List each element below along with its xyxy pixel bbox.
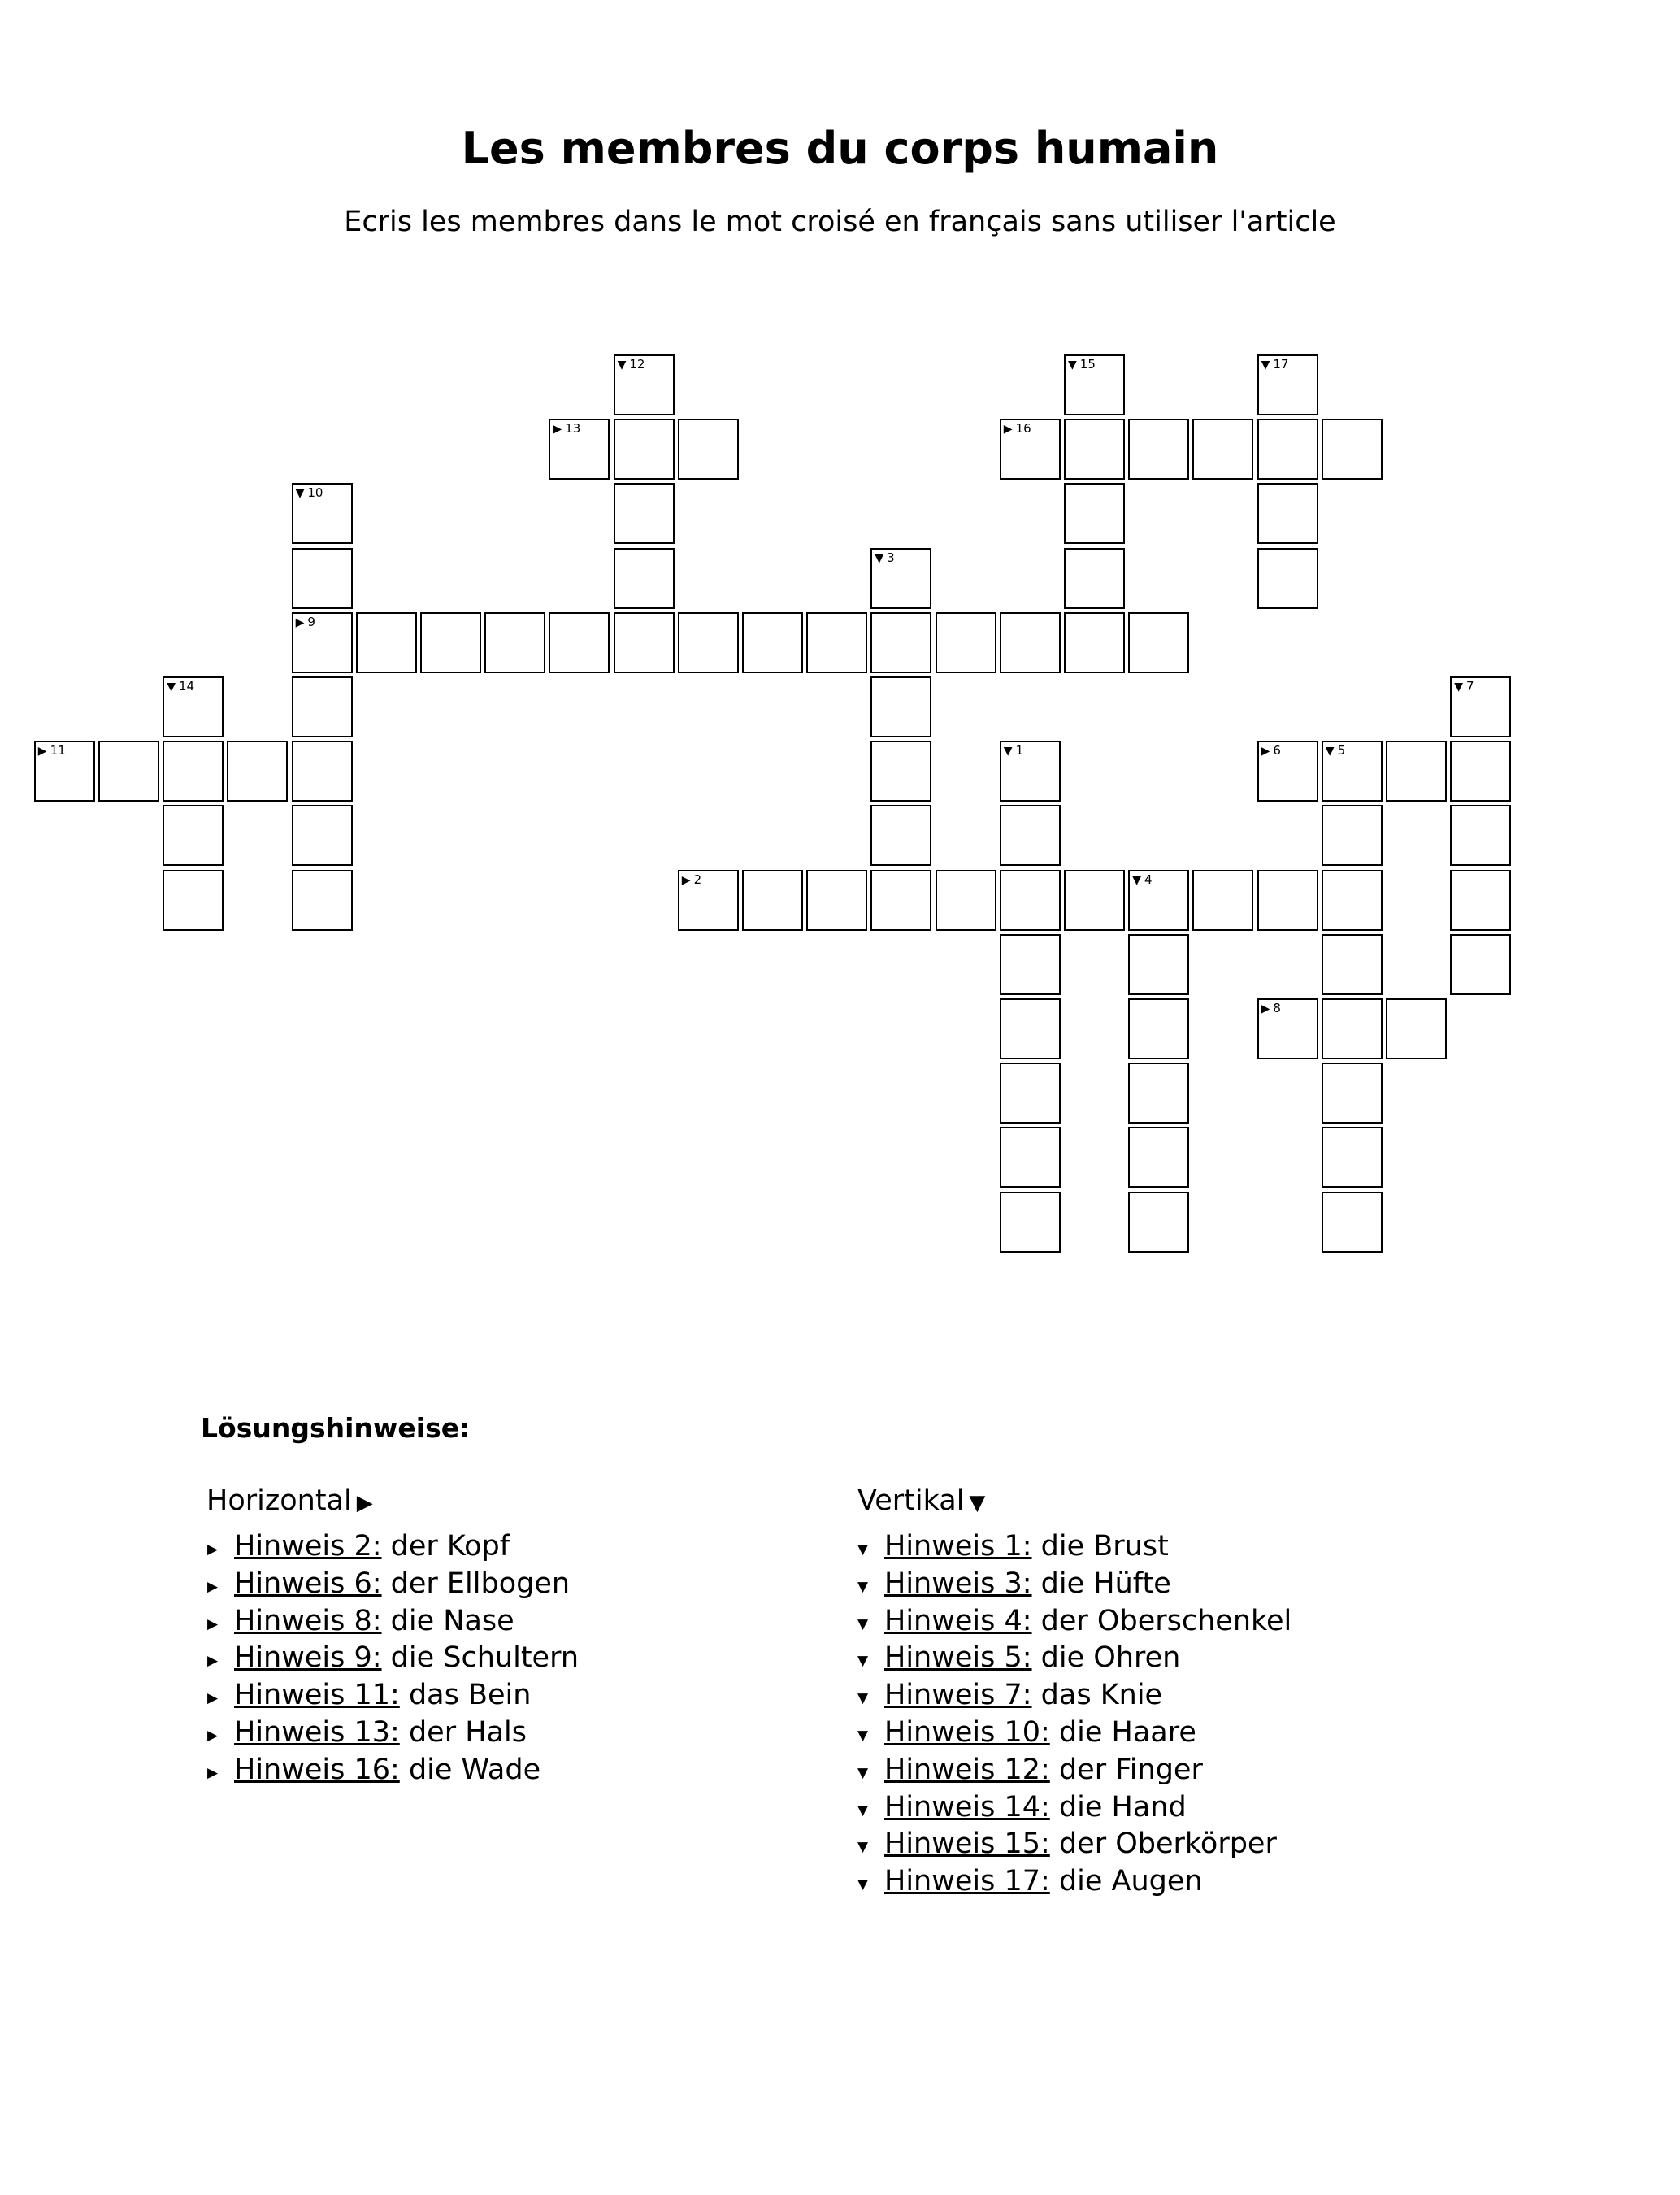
crossword-cell[interactable] xyxy=(292,548,353,609)
crossword-cell[interactable] xyxy=(870,612,931,673)
crossword-cell[interactable] xyxy=(1128,1192,1189,1253)
hint-item xyxy=(854,1715,1291,1752)
crossword-cell[interactable] xyxy=(1322,741,1383,802)
clue-number xyxy=(296,616,315,629)
hint-text: das Bein xyxy=(408,1679,532,1712)
crossword-cell[interactable] xyxy=(1000,741,1061,802)
crossword-cell[interactable] xyxy=(1128,612,1189,673)
down-arrow-icon: ▼ xyxy=(969,1491,986,1515)
hint-item xyxy=(204,1603,579,1641)
crossword-cell[interactable] xyxy=(1322,419,1383,480)
down-arrow-icon: ▼ xyxy=(857,1541,869,1558)
hint-text: die Haare xyxy=(1058,1715,1196,1749)
hint-item xyxy=(204,1566,579,1603)
crossword-cell[interactable] xyxy=(1450,934,1511,995)
right-arrow-icon: ▶ xyxy=(37,745,47,758)
hint-item xyxy=(854,1528,1291,1566)
hint-link[interactable]: Hinweis 13: xyxy=(234,1715,400,1749)
right-arrow-icon: ▶ xyxy=(681,873,691,887)
crossword-cell[interactable] xyxy=(98,741,159,802)
hint-link[interactable]: Hinweis 14: xyxy=(884,1790,1050,1823)
crossword-cell[interactable] xyxy=(1000,1192,1061,1253)
crossword-cell[interactable] xyxy=(1064,483,1125,544)
crossword-cell[interactable] xyxy=(356,612,417,673)
clue-number xyxy=(875,552,894,565)
crossword-cell[interactable] xyxy=(292,483,353,544)
clue-number-text: 4 xyxy=(1144,871,1153,887)
crossword-cell[interactable] xyxy=(1257,998,1318,1059)
crossword-cell[interactable] xyxy=(1064,612,1125,673)
crossword-cell[interactable] xyxy=(34,741,95,802)
crossword-cell[interactable] xyxy=(549,419,610,480)
clue-number xyxy=(1261,359,1289,372)
down-arrow-icon: ▼ xyxy=(167,680,176,693)
down-arrow-icon: ▼ xyxy=(1261,359,1270,372)
vertical-heading xyxy=(857,1481,985,1523)
hint-item xyxy=(854,1826,1291,1863)
clue-number-text: 12 xyxy=(629,357,645,372)
crossword-cell[interactable] xyxy=(1450,805,1511,866)
crossword-cell[interactable] xyxy=(1322,998,1383,1059)
crossword-cell[interactable] xyxy=(1000,870,1061,931)
hint-link[interactable]: Hinweis 10: xyxy=(884,1715,1050,1749)
hint-text: die Schultern xyxy=(390,1641,580,1675)
horizontal-label: Horizontal xyxy=(206,1484,352,1517)
crossword-cell[interactable] xyxy=(1322,934,1383,995)
clue-number xyxy=(553,423,580,436)
hint-item xyxy=(854,1566,1291,1603)
crossword-cell[interactable] xyxy=(1322,1127,1383,1188)
crossword-cell[interactable] xyxy=(678,870,739,931)
down-arrow-icon: ▼ xyxy=(295,487,305,501)
crossword-cell[interactable] xyxy=(1000,419,1061,480)
hint-text: die Hüfte xyxy=(1040,1567,1171,1600)
crossword-cell[interactable] xyxy=(1386,998,1447,1059)
hint-item xyxy=(204,1715,579,1752)
hint-link[interactable]: Hinweis 5: xyxy=(884,1641,1032,1675)
crossword-cell[interactable] xyxy=(1257,419,1318,480)
crossword-cell[interactable] xyxy=(1128,998,1189,1059)
crossword-cell[interactable] xyxy=(1000,612,1061,673)
crossword-cell[interactable] xyxy=(870,805,931,866)
crossword-cell[interactable] xyxy=(1000,1127,1061,1188)
hint-link[interactable]: Hinweis 15: xyxy=(884,1828,1050,1861)
hint-link[interactable]: Hinweis 17: xyxy=(884,1865,1050,1898)
right-arrow-icon: ▶ xyxy=(1261,745,1270,758)
clue-number xyxy=(38,745,66,758)
crossword-cell[interactable] xyxy=(1322,805,1383,866)
hint-link[interactable]: Hinweis 9: xyxy=(234,1641,382,1675)
crossword-cell[interactable] xyxy=(1450,870,1511,931)
down-arrow-icon: ▼ xyxy=(617,359,627,372)
clue-number-text: 17 xyxy=(1273,357,1289,372)
crossword-cell[interactable] xyxy=(1128,1127,1189,1188)
down-arrow-icon: ▼ xyxy=(1325,745,1335,758)
clue-number-text: 16 xyxy=(1015,421,1031,437)
clue-number-text: 8 xyxy=(1273,1001,1281,1015)
down-arrow-icon: ▼ xyxy=(1132,873,1141,887)
clue-number-text: 1 xyxy=(1015,743,1024,758)
hint-link[interactable]: Hinweis 7: xyxy=(884,1679,1032,1712)
hint-link[interactable]: Hinweis 16: xyxy=(234,1753,400,1786)
crossword-cell[interactable] xyxy=(1064,548,1125,609)
down-arrow-icon: ▼ xyxy=(857,1802,869,1819)
crossword-cell[interactable] xyxy=(1000,805,1061,866)
down-arrow-icon: ▼ xyxy=(857,1615,869,1632)
hint-item xyxy=(204,1640,579,1677)
clue-number xyxy=(1132,871,1153,887)
crossword-cell[interactable] xyxy=(806,612,867,673)
hint-link[interactable]: Hinweis 3: xyxy=(884,1567,1032,1600)
page-subtitle: Ecris les membres dans le mot croisé en français sans utiliser l'article xyxy=(344,206,1336,238)
crossword-cell[interactable] xyxy=(1257,870,1318,931)
crossword-cell[interactable] xyxy=(292,741,353,802)
clue-number xyxy=(1004,745,1023,758)
hint-text: die Ohren xyxy=(1040,1641,1181,1675)
crossword-cell[interactable] xyxy=(678,419,739,480)
clue-number xyxy=(618,359,645,372)
hint-item xyxy=(854,1677,1291,1715)
horizontal-hint-list xyxy=(204,1528,579,1789)
crossword-cell[interactable] xyxy=(742,870,803,931)
hint-text: die Hand xyxy=(1058,1790,1187,1823)
crossword-cell[interactable] xyxy=(936,612,996,673)
hint-text: das Knie xyxy=(1040,1679,1163,1712)
right-arrow-icon: ▶ xyxy=(553,423,562,437)
crossword-cell[interactable] xyxy=(1000,934,1061,995)
crossword-cell[interactable] xyxy=(678,612,739,673)
vertical-hint-list xyxy=(854,1528,1291,1901)
hint-link[interactable]: Hinweis 2: xyxy=(234,1530,382,1563)
crossword-cell[interactable] xyxy=(292,612,353,673)
crossword-cell[interactable] xyxy=(163,676,224,737)
hint-link[interactable]: Hinweis 6: xyxy=(234,1567,382,1600)
clue-number-text: 11 xyxy=(50,743,66,758)
hint-item xyxy=(204,1752,579,1789)
hint-link[interactable]: Hinweis 4: xyxy=(884,1604,1032,1637)
vertical-label: Vertikal xyxy=(857,1484,965,1517)
clue-number-text: 2 xyxy=(693,871,702,887)
right-arrow-icon: ▶ xyxy=(207,1653,219,1670)
crossword-cell[interactable] xyxy=(1128,419,1189,480)
crossword-cell[interactable] xyxy=(1322,1063,1383,1124)
horizontal-heading xyxy=(206,1481,373,1523)
clue-number xyxy=(1326,745,1345,758)
down-arrow-icon: ▼ xyxy=(857,1727,869,1744)
down-arrow-icon: ▼ xyxy=(857,1764,869,1781)
crossword-cell[interactable] xyxy=(870,870,931,931)
hint-text: der Oberkörper xyxy=(1058,1828,1277,1861)
crossword-cell[interactable] xyxy=(1322,870,1383,931)
right-arrow-icon: ▶ xyxy=(1003,423,1013,437)
clue-number xyxy=(1004,423,1031,436)
hint-text: die Nase xyxy=(390,1604,514,1637)
clue-number-text: 15 xyxy=(1079,357,1096,372)
right-arrow-icon: ▶ xyxy=(207,1690,219,1707)
crossword-cell[interactable] xyxy=(806,870,867,931)
crossword-cell[interactable] xyxy=(1257,354,1318,415)
clue-number xyxy=(167,680,194,693)
hint-item xyxy=(854,1640,1291,1677)
clue-number xyxy=(1261,1002,1281,1015)
right-arrow-icon: ▶ xyxy=(356,1491,373,1515)
hint-item xyxy=(204,1528,579,1566)
crossword-cell[interactable] xyxy=(1450,741,1511,802)
clue-number xyxy=(296,487,323,500)
right-arrow-icon: ▶ xyxy=(207,1764,219,1781)
crossword-cell[interactable] xyxy=(484,612,545,673)
hint-item xyxy=(854,1752,1291,1789)
down-arrow-icon: ▼ xyxy=(1068,359,1077,372)
crossword-cell[interactable] xyxy=(1257,741,1318,802)
crossword-cell[interactable] xyxy=(1128,1063,1189,1124)
crossword-cell[interactable] xyxy=(614,612,675,673)
hint-text: der Ellbogen xyxy=(390,1567,571,1600)
clue-number-text: 14 xyxy=(178,679,195,693)
down-arrow-icon: ▼ xyxy=(857,1690,869,1707)
right-arrow-icon: ▶ xyxy=(207,1541,219,1558)
crossword-cell[interactable] xyxy=(1257,548,1318,609)
clue-number-text: 3 xyxy=(887,550,895,565)
right-arrow-icon: ▶ xyxy=(295,615,305,629)
crossword-cell[interactable] xyxy=(1450,676,1511,737)
crossword-cell[interactable] xyxy=(1064,354,1125,415)
crossword-cell[interactable] xyxy=(870,548,931,609)
hint-link[interactable]: Hinweis 8: xyxy=(234,1604,382,1637)
crossword-cell[interactable] xyxy=(292,676,353,737)
crossword-cell[interactable] xyxy=(614,354,675,415)
crossword-cell[interactable] xyxy=(163,741,224,802)
crossword-cell[interactable] xyxy=(1192,870,1253,931)
hints-heading: Lösungshinweise: xyxy=(201,1412,471,1444)
clue-number-text: 10 xyxy=(307,485,323,501)
clue-number-text: 5 xyxy=(1337,743,1346,758)
crossword-cell[interactable] xyxy=(292,870,353,931)
crossword-cell[interactable] xyxy=(936,870,996,931)
crossword-cell[interactable] xyxy=(1000,1063,1061,1124)
clue-number-text: 13 xyxy=(565,421,581,437)
hint-item xyxy=(854,1603,1291,1641)
hint-link[interactable]: Hinweis 1: xyxy=(884,1530,1032,1563)
crossword-cell[interactable] xyxy=(1128,870,1189,931)
clue-number xyxy=(1261,745,1281,758)
crossword-cell[interactable] xyxy=(1386,741,1447,802)
down-arrow-icon: ▼ xyxy=(857,1578,869,1595)
crossword-cell[interactable] xyxy=(1192,419,1253,480)
crossword-cell[interactable] xyxy=(227,741,288,802)
down-arrow-icon: ▼ xyxy=(875,551,884,565)
hint-link[interactable]: Hinweis 11: xyxy=(234,1679,400,1712)
page-title: Les membres du corps humain xyxy=(461,123,1219,174)
crossword-cell[interactable] xyxy=(1064,870,1125,931)
crossword-cell[interactable] xyxy=(1064,419,1125,480)
crossword-cell[interactable] xyxy=(870,676,931,737)
clue-number xyxy=(1068,359,1096,372)
hint-text: der Oberschenkel xyxy=(1040,1604,1292,1637)
hint-link[interactable]: Hinweis 12: xyxy=(884,1753,1050,1786)
down-arrow-icon: ▼ xyxy=(1003,745,1013,758)
crossword-cell[interactable] xyxy=(1322,1192,1383,1253)
hint-text: der Finger xyxy=(1058,1753,1203,1786)
crossword-cell[interactable] xyxy=(549,612,610,673)
right-arrow-icon: ▶ xyxy=(207,1727,219,1744)
hint-text: die Augen xyxy=(1058,1865,1203,1898)
crossword-cell[interactable] xyxy=(870,741,931,802)
hint-item xyxy=(854,1863,1291,1901)
crossword-cell[interactable] xyxy=(163,870,224,931)
down-arrow-icon: ▼ xyxy=(857,1876,869,1893)
crossword-cell[interactable] xyxy=(614,483,675,544)
down-arrow-icon: ▼ xyxy=(857,1839,869,1856)
crossword-cell[interactable] xyxy=(742,612,803,673)
hint-text: der Kopf xyxy=(390,1530,510,1563)
clue-number-text: 6 xyxy=(1273,743,1281,758)
clue-number xyxy=(681,871,702,887)
down-arrow-icon: ▼ xyxy=(1454,680,1463,693)
hint-item xyxy=(854,1789,1291,1827)
clue-number xyxy=(1454,680,1474,693)
clue-number-text: 7 xyxy=(1465,679,1474,693)
hint-text: der Hals xyxy=(408,1715,527,1749)
crossword-cell[interactable] xyxy=(292,805,353,866)
crossword-cell[interactable] xyxy=(1128,934,1189,995)
crossword-cell[interactable] xyxy=(1000,998,1061,1059)
crossword-cell[interactable] xyxy=(614,419,675,480)
down-arrow-icon: ▼ xyxy=(857,1653,869,1670)
right-arrow-icon: ▶ xyxy=(1261,1002,1270,1015)
hint-text: die Brust xyxy=(1040,1530,1169,1563)
right-arrow-icon: ▶ xyxy=(207,1615,219,1632)
right-arrow-icon: ▶ xyxy=(207,1578,219,1595)
crossword-cell[interactable] xyxy=(420,612,481,673)
crossword-cell[interactable] xyxy=(614,548,675,609)
crossword-cell[interactable] xyxy=(163,805,224,866)
hint-text: die Wade xyxy=(408,1753,541,1786)
clue-number-text: 9 xyxy=(307,614,315,629)
hint-item xyxy=(204,1677,579,1715)
crossword-cell[interactable] xyxy=(1257,483,1318,544)
